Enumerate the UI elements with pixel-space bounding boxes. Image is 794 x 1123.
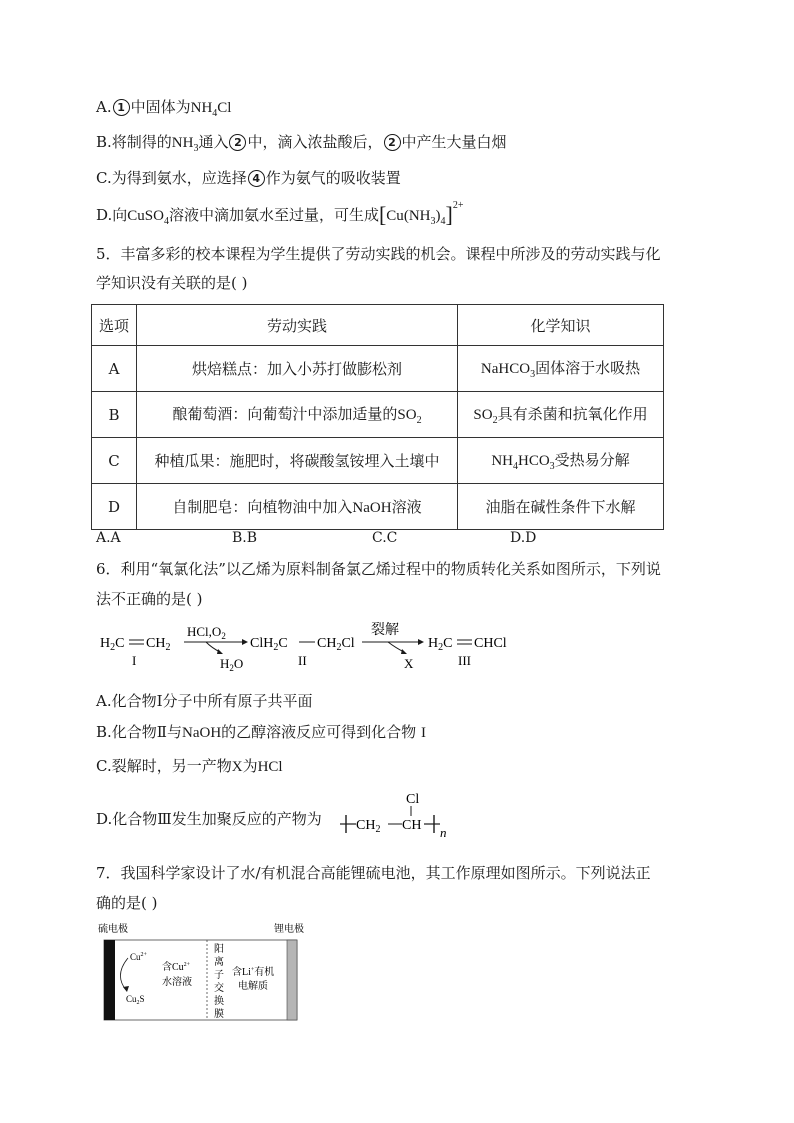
- reaction-scheme: [96, 618, 536, 674]
- knowledge-cell: NaHCO$_3$固体溶于水吸热: [458, 346, 664, 392]
- q6-stem-line2: 法不正确的是( ): [96, 590, 203, 608]
- q4-option-a: A. 1 中固体为$NH_4Cl$: [96, 98, 232, 119]
- q6-stem-line1: 6．利用“氧氯化法”以乙烯为原料制备氯乙烯过程中的物质转化关系如图所示，下列说: [96, 560, 661, 578]
- q7-stem-line1: 7．我国科学家设计了水/有机混合高能锂硫电池，其工作原理如图所示。下列说法正: [96, 864, 651, 882]
- organic-label-1: 含Li+有机: [232, 967, 275, 978]
- q4-option-b: B.将制得的$NH_3$通入 2 中，滴入浓盐酸后， 2 中产生大量白烟: [96, 133, 507, 154]
- aqueous-label-1: 含$Cu^{2+}$: [162, 962, 191, 973]
- practice-cell: 种植瓜果：施肥时，将碳酸氢铵埋入土壤中: [137, 438, 458, 484]
- circled-number: 2: [229, 134, 246, 151]
- option-cell: A: [92, 346, 137, 392]
- polymer-structure: [336, 788, 466, 844]
- knowledge-cell: 油脂在碱性条件下水解: [458, 484, 664, 530]
- choice-b: B.B: [232, 530, 258, 546]
- compound-iii-label: III: [458, 653, 471, 668]
- cu-ion-label: $Cu^{2+}$: [130, 952, 147, 962]
- table-row: [92, 438, 664, 484]
- q7-stem-line2: 确的是( ): [96, 894, 158, 912]
- membrane-char: 离: [214, 957, 224, 968]
- q6-option-d: D.化合物Ⅲ发生加聚反应的产物为: [96, 810, 322, 828]
- arrow-head: [401, 649, 407, 654]
- compound-i-right: $CH_2$: [146, 636, 171, 653]
- cracking-label: 裂解: [371, 623, 399, 638]
- knowledge-cell: $NH_4HCO_3$受热易分解: [458, 438, 664, 484]
- header-cell: 选项: [92, 305, 137, 346]
- arrow-head: [418, 639, 424, 645]
- membrane-char: 子: [214, 970, 224, 981]
- lithium-electrode: [287, 940, 297, 1020]
- reagent-label: $HCl,O_2$: [187, 624, 226, 641]
- compound-ii-left: ClH$_2$C: [250, 636, 288, 653]
- choice-c: C.C: [372, 530, 398, 546]
- header-cell: 劳动实践: [137, 305, 458, 346]
- circled-number: 2: [384, 134, 401, 151]
- choice-a: A.A: [96, 530, 121, 546]
- circled-number: 1: [113, 99, 130, 116]
- membrane-char: 换: [214, 996, 224, 1007]
- q6-option-a: A.化合物Ⅰ分子中所有原子共平面: [96, 692, 313, 710]
- sulfur-electrode-label: 硫电极: [98, 924, 128, 935]
- polymer-cl: Cl: [406, 792, 420, 807]
- membrane-char: 交: [214, 983, 224, 994]
- table-row: [92, 484, 664, 530]
- compound-i-left: $H_2C$: [100, 636, 125, 653]
- byproduct-label: $H_2O$: [220, 656, 244, 673]
- membrane-char: 膜: [214, 1009, 224, 1020]
- header-cell: 化学知识: [458, 305, 664, 346]
- q6-option-b: B.化合物Ⅱ与NaOH的乙醇溶液反应可得到化合物 I: [96, 723, 426, 741]
- compound-ii-label: II: [298, 653, 307, 668]
- option-cell: C: [92, 438, 137, 484]
- membrane-char: 阳: [214, 944, 224, 955]
- q4-option-c: C.为得到氨水，应选择 4 作为氨气的吸收装置: [96, 169, 401, 187]
- choice-d: D.D: [510, 530, 537, 546]
- battery-diagram: [96, 920, 316, 1024]
- compound-i-label: I: [132, 653, 137, 668]
- circled-number: 4: [248, 170, 265, 187]
- arrow-head: [242, 639, 248, 645]
- sulfur-electrode: [104, 940, 115, 1020]
- polymer-n: n: [440, 825, 447, 840]
- q4-option-d: D.向CuSO$_4$溶液中滴加氨水至过量，可生成$[Cu(NH_3)_4]^{2+}$: [96, 200, 464, 227]
- compound-iii-left: $H_2C$: [428, 636, 453, 653]
- option-cell: D: [92, 484, 137, 530]
- q5-table: [91, 304, 664, 530]
- aqueous-label-2: 水溶液: [162, 977, 192, 988]
- polymer-ch: CH: [402, 818, 422, 833]
- table-row: [92, 346, 664, 392]
- arrow-head: [217, 649, 223, 654]
- organic-label-2: 电解质: [238, 981, 268, 992]
- q5-stem-line2: 学知识没有关联的是( ): [96, 274, 248, 292]
- q6-option-c: C.裂解时，另一产物X为HCl: [96, 757, 283, 775]
- practice-cell: 酿葡萄酒：向葡萄汁中添加适量的$SO_2$: [137, 392, 458, 438]
- q5-stem-line1: 5．丰富多彩的校本课程为学生提供了劳动实践的机会。课程中所涉及的劳动实践与化: [96, 245, 661, 263]
- option-cell: B: [92, 392, 137, 438]
- table-header-row: [92, 305, 664, 346]
- knowledge-cell: $SO_2$具有杀菌和抗氧化作用: [458, 392, 664, 438]
- cu2s-label: $Cu_2S$: [126, 994, 145, 1006]
- lithium-electrode-label: 锂电极: [274, 924, 304, 935]
- polymer-ch2: $CH_2$: [356, 818, 381, 835]
- compound-ii-right: $CH_2Cl$: [317, 636, 355, 653]
- x-label: X: [404, 656, 414, 671]
- practice-cell: 烘焙糕点：加入小苏打做膨松剂: [137, 346, 458, 392]
- table-row: [92, 392, 664, 438]
- compound-iii-right: CHCl: [474, 636, 507, 651]
- practice-cell: 自制肥皂：向植物油中加入NaOH溶液: [137, 484, 458, 530]
- byproduct-curve: [388, 642, 404, 652]
